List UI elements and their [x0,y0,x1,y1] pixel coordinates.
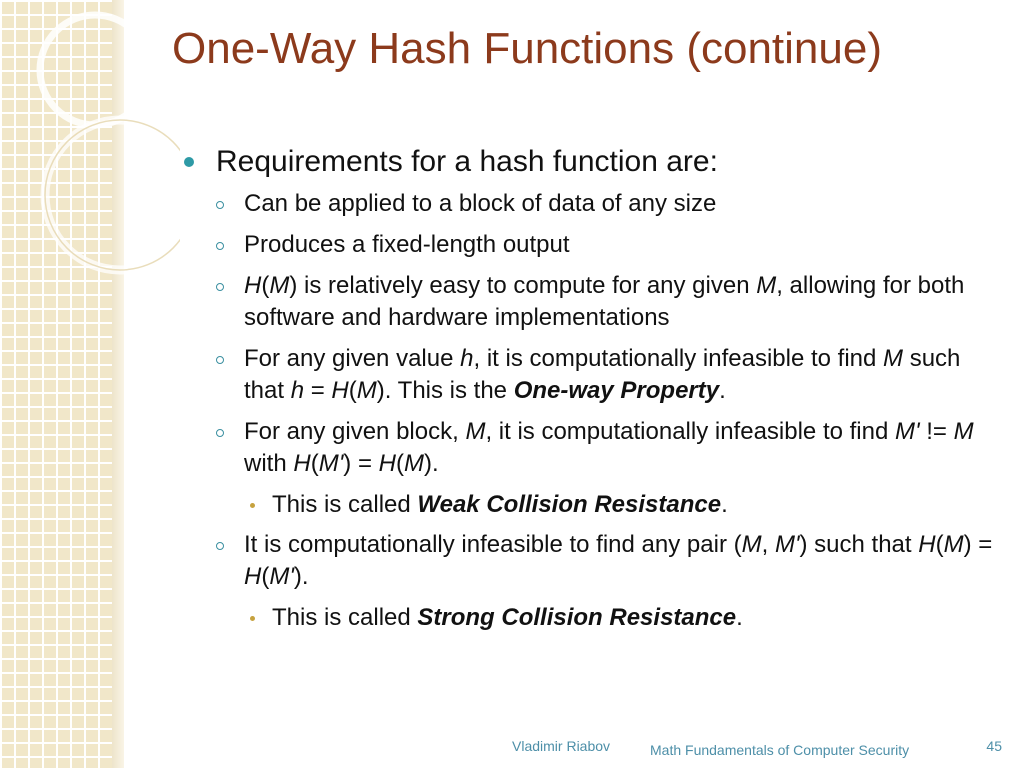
ring-bullet-icon [216,283,224,291]
ring-bullet-icon [216,429,224,437]
requirement-item-block-size: Can be applied to a block of data of any size [180,188,1000,220]
bullet-requirements [180,142,1000,182]
sub-item-weak-collision-resistance: This is called Weak Collision Resistance. [180,489,1000,521]
strong-collision-term: Strong Collision Resistance [417,604,737,631]
ring-bullet-icon [216,542,224,550]
teal-dot-bullet-icon [184,157,194,167]
requirement-item-one-way: For any given value h, it is computationally infeasible to find M such that h = H(M). This is the One-way Property. [180,343,1000,407]
slide-title: One-Way Hash Functions (continue) [172,24,882,73]
bullet-text: Requirements for a hash function are: [216,145,718,178]
requirement-item-fixed-length: Produces a fixed-length output [180,229,1000,261]
footer-author: Vladimir Riabov [512,738,611,754]
gold-dot-bullet-icon [250,616,255,621]
ring-bullet-icon [216,201,224,209]
decorative-rings [0,0,180,300]
one-way-property-term: One-way Property [513,377,720,404]
weak-collision-term: Weak Collision Resistance [417,491,722,518]
requirement-item-easy-compute: H(M) is relatively easy to compute for any given M, allowing for both software and hardware implementations [180,270,1000,334]
slide-body [180,142,1000,642]
sub-item-strong-collision-resistance: This is called Strong Collision Resistance. [180,602,1000,634]
ring-bullet-icon [216,242,224,250]
ring-bullet-icon [216,356,224,364]
gold-dot-bullet-icon [250,503,255,508]
requirement-item-strong-collision: It is computationally infeasible to find any pair (M, M') such that H(M) = H(M'). [180,529,1000,593]
requirement-item-weak-collision: For any given block, M, it is computationally infeasible to find M' != M with H(M') = H(M). [180,416,1000,480]
footer-course: Math Fundamentals of Computer Security [650,742,910,758]
footer-page-number: 45 [986,738,1002,754]
